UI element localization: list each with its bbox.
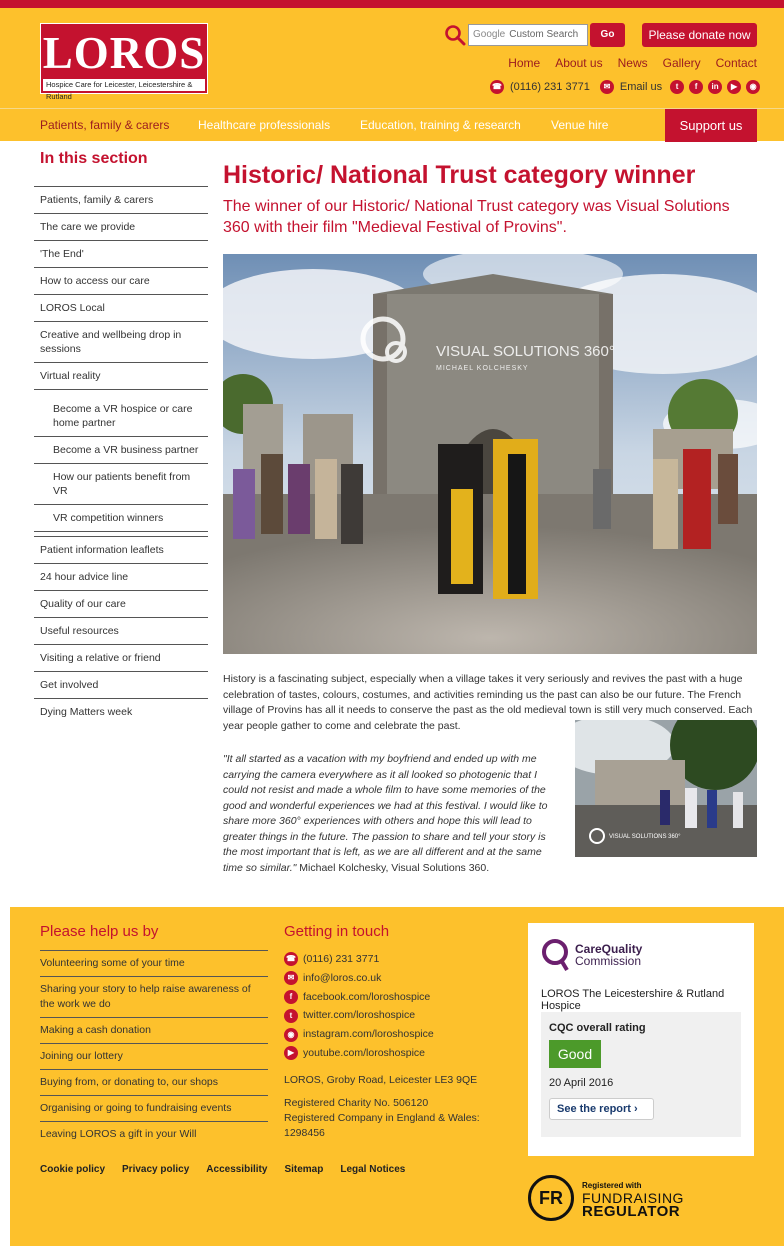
top-nav-news[interactable]: News — [617, 56, 648, 70]
footer-facebook: facebook.com/loroshospice — [303, 990, 431, 1003]
footer-contact-item[interactable] — [284, 1044, 494, 1063]
sidebar-item[interactable]: LOROS Local — [34, 295, 208, 322]
top-nav-about[interactable]: About us — [555, 56, 603, 70]
loros-logo[interactable] — [40, 23, 208, 101]
twitter-icon: t — [284, 1009, 298, 1023]
footer-youtube: youtube.com/loroshospice — [303, 1046, 425, 1059]
page-title: Historic/ National Trust category winner — [223, 161, 696, 189]
facebook-icon: f — [284, 990, 298, 1004]
footer-company: Registered Company in England & Wales: 1298456 — [284, 1111, 480, 1139]
footer-charity: Registered Charity No. 506120 — [284, 1096, 429, 1109]
fundraising-regulator-icon: FR — [528, 1175, 574, 1221]
email-icon: ✉ — [284, 971, 298, 985]
hero-image — [223, 254, 757, 654]
top-nav-contact[interactable]: Contact — [715, 56, 757, 70]
sidebar-item[interactable]: How to access our care — [34, 268, 208, 295]
sidebar-subitem[interactable]: How our patients benefit from VR — [34, 464, 208, 505]
top-stripe — [0, 0, 784, 8]
cqc-rating-date: 20 April 2016 — [549, 1077, 614, 1089]
main-nav-education[interactable]: Education, training & research — [360, 118, 521, 132]
linkedin-icon[interactable]: in — [708, 80, 722, 94]
cqc-rating-label: CQC overall rating — [549, 1022, 646, 1034]
cqc-rating-badge: Good — [549, 1040, 601, 1068]
main-nav — [0, 108, 784, 141]
site-header — [0, 8, 784, 108]
cqc-logo-line1: CareQuality — [575, 942, 643, 956]
top-nav — [508, 56, 757, 70]
legal-notices-link[interactable]: Legal Notices — [340, 1164, 406, 1175]
sidebar-item[interactable]: Quality of our care — [34, 591, 208, 618]
fundraising-regulator-badge[interactable] — [528, 1175, 684, 1221]
youtube-icon[interactable]: ▶ — [727, 80, 741, 94]
fr-line2: FUNDRAISING — [582, 1189, 684, 1206]
sidebar-subitem[interactable]: Become a VR hospice or care home partner — [34, 396, 208, 437]
sidebar-title: In this section — [40, 150, 148, 167]
footer-contact-column — [284, 923, 494, 1141]
footer-help-link[interactable]: Sharing your story to help raise awareness of the work we do — [40, 976, 268, 1017]
sidebar-item[interactable]: Virtual reality — [34, 363, 208, 390]
footer-twitter: twitter.com/loroshospice — [303, 1009, 416, 1022]
article-lead: The winner of our Historic/ National Trust category was Visual Solutions 360 with their film "Medieval Festival of Provins". — [223, 198, 730, 236]
watermark-text: VISUAL SOLUTIONS 360° — [436, 343, 615, 360]
header-phone[interactable]: (0116) 231 3771 — [510, 81, 590, 93]
footer-contact-item[interactable] — [284, 1025, 494, 1044]
footer-help-title: Please help us by — [40, 923, 159, 940]
twitter-icon[interactable]: t — [670, 80, 684, 94]
google-label: Google — [473, 29, 506, 40]
watermark-subtext: MICHAEL KOLCHESKY — [436, 365, 529, 372]
cqc-logo — [541, 938, 642, 972]
site-footer — [10, 907, 784, 1246]
email-icon: ✉ — [600, 80, 614, 94]
quote-text: "It all started as a vacation with my boyfriend and ended up with me carrying the camera everywhere as it all looked so photogenic that I could not resist and made a whole film to have some memories of the good and wonderful experiences we had at this festival. I would like to share more 360° experiences with others and hope this will lead to greater things in the future. The passion to share and tell your story is the most important that is left, as we are all different and at the same time so similar." — [223, 753, 548, 874]
top-nav-gallery[interactable]: Gallery — [662, 56, 701, 70]
phone-icon: ☎ — [284, 952, 298, 966]
sidebar-item[interactable]: Get involved — [34, 672, 208, 699]
footer-contact-item[interactable] — [284, 1006, 494, 1025]
footer-instagram: instagram.com/loroshospice — [303, 1028, 434, 1041]
footer-contact-title: Getting in touch — [284, 923, 390, 940]
footer-contact-item[interactable] — [284, 988, 494, 1007]
cqc-logo-icon — [541, 938, 571, 972]
article-paragraph: History is a fascinating subject, especially when a village takes it very seriously and revives the past with a huge celebration of tastes, colours, costumes, and activities reminding us the past can also be our future. The French village of Provins has all it needs to conserve the past as the old medieval town is still very much conserved. Each year people gather to come and celebrate the past. — [223, 673, 753, 732]
footer-help-link[interactable]: Joining our lottery — [40, 1043, 268, 1069]
sidebar-item[interactable]: The care we provide — [34, 214, 208, 241]
phone-icon: ☎ — [490, 80, 504, 94]
privacy-policy-link[interactable]: Privacy policy — [122, 1164, 190, 1175]
sidebar — [34, 150, 208, 725]
facebook-icon[interactable]: f — [689, 80, 703, 94]
donate-button[interactable]: Please donate now — [642, 23, 757, 47]
footer-help-link[interactable]: Organising or going to fundraising events — [40, 1095, 268, 1121]
article-quote — [223, 752, 555, 876]
header-contact-row — [490, 78, 760, 96]
sidebar-item[interactable]: 'The End' — [34, 241, 208, 268]
footer-contact-item[interactable] — [284, 950, 494, 969]
header-email-link[interactable]: Email us — [619, 81, 663, 93]
sidebar-item[interactable]: Visiting a relative or friend — [34, 645, 208, 672]
footer-contact-item[interactable] — [284, 969, 494, 988]
cqc-widget — [528, 923, 754, 1156]
chevron-right-icon: › — [634, 1103, 638, 1115]
support-us-button[interactable]: Support us — [665, 109, 757, 142]
sidebar-item[interactable]: Patient information leaflets — [34, 537, 208, 564]
footer-help-link[interactable]: Leaving LOROS a gift in your Will — [40, 1121, 268, 1147]
top-nav-home[interactable]: Home — [508, 56, 541, 70]
instagram-icon[interactable]: ◉ — [746, 80, 760, 94]
thumbnail-watermark: VISUAL SOLUTIONS 360° — [609, 834, 681, 840]
footer-help-link[interactable]: Volunteering some of your time — [40, 950, 268, 976]
legal-links — [40, 1164, 405, 1175]
footer-email: info@loros.co.uk — [303, 971, 382, 984]
search-placeholder: Custom Search — [509, 29, 579, 40]
accessibility-link[interactable]: Accessibility — [206, 1164, 268, 1175]
sidebar-subitem[interactable]: Become a VR business partner — [34, 437, 208, 464]
article-header — [223, 160, 757, 238]
sidebar-item[interactable]: Dying Matters week — [40, 706, 133, 718]
cqc-report-label: See the report — [557, 1103, 631, 1115]
search-icon[interactable] — [444, 24, 466, 46]
search-input[interactable] — [468, 24, 588, 46]
cqc-rating-panel — [541, 1012, 741, 1137]
main-nav-patients[interactable]: Patients, family & carers — [40, 118, 170, 132]
sidebar-item[interactable]: Creative and wellbeing drop in sessions — [34, 322, 208, 363]
sidebar-subitem-active[interactable]: VR competition winners — [53, 512, 164, 524]
sitemap-link[interactable]: Sitemap — [284, 1164, 324, 1175]
instagram-icon: ◉ — [284, 1028, 298, 1042]
sidebar-item[interactable]: Useful resources — [34, 618, 208, 645]
cqc-provider-name[interactable]: LOROS The Leicestershire & Rutland Hospice — [541, 988, 725, 1012]
footer-help-column — [40, 923, 268, 1147]
youtube-icon: ▶ — [284, 1046, 298, 1060]
footer-help-link[interactable]: Making a cash donation — [40, 1017, 268, 1043]
cookie-policy-link[interactable]: Cookie policy — [40, 1164, 106, 1175]
footer-phone: (0116) 231 3771 — [303, 953, 380, 965]
quote-author: Michael Kolchesky, Visual Solutions 360. — [296, 861, 490, 874]
fr-line1: Registered with — [582, 1180, 642, 1190]
fr-line3: REGULATOR — [582, 1202, 681, 1220]
logo-subtitle: Hospice Care for Leicester, Leicestershire & Rutland — [43, 79, 205, 91]
logo-text: LOROS — [42, 28, 206, 78]
social-links — [670, 80, 760, 94]
thumbnail-image — [575, 720, 757, 857]
sidebar-item[interactable]: Patients, family & carers — [34, 187, 208, 214]
main-nav-healthcare[interactable]: Healthcare professionals — [198, 118, 331, 132]
footer-address: LOROS, Groby Road, Leicester LE3 9QE — [284, 1073, 478, 1086]
go-button[interactable]: Go — [590, 23, 625, 47]
cqc-report-button[interactable] — [549, 1098, 654, 1120]
sidebar-item[interactable]: 24 hour advice line — [34, 564, 208, 591]
cqc-logo-line2: Commission — [575, 954, 642, 968]
footer-help-link[interactable]: Buying from, or donating to, our shops — [40, 1069, 268, 1095]
main-nav-venue-hire[interactable]: Venue hire — [551, 118, 609, 132]
